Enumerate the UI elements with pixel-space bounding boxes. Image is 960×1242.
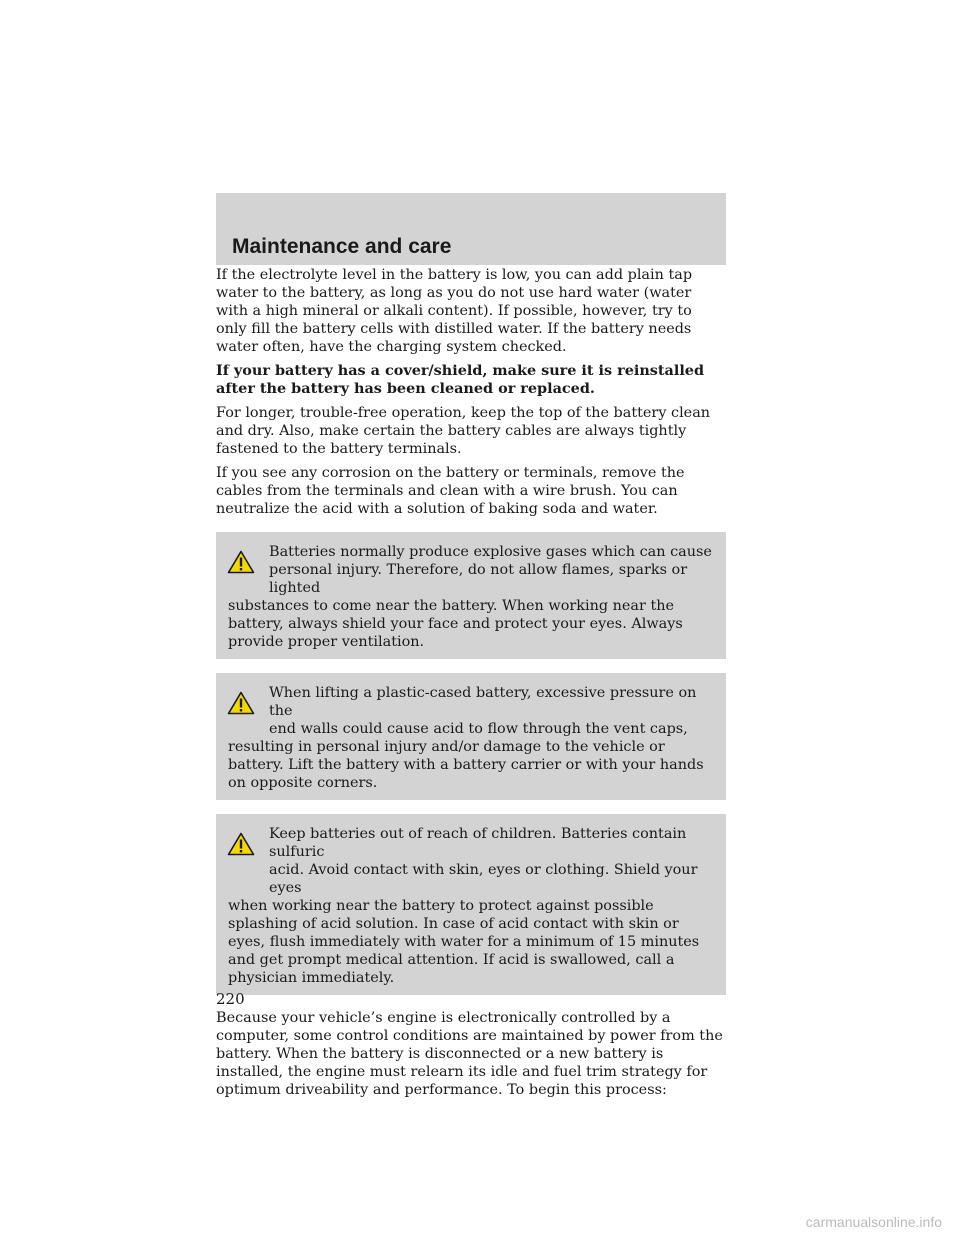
warning-triangle-icon xyxy=(227,550,255,574)
warning-box-children-acid xyxy=(216,814,726,995)
warning-box-explosive-gases xyxy=(216,532,726,659)
warning-box-lifting-battery xyxy=(216,673,726,800)
page-content xyxy=(216,266,726,1105)
electrolyte-paragraph: If the electrolyte level in the battery is low, you can add plain tap water to the battery, as long as you do not use hard water (water with a high mineral or alkali content). If possible, however, try to only fill the battery cells with distilled water. If the battery needs water often, have the charging system checked. xyxy=(216,267,693,355)
warning-line-2: end walls could cause acid to flow through the vent caps, xyxy=(269,721,688,737)
cover-shield-note: If your battery has a cover/shield, make sure it is reinstalled after the battery has been cleaned or replaced. xyxy=(216,362,705,397)
warning-triangle-icon xyxy=(227,691,255,715)
warning-line-1: When lifting a plastic-cased battery, excessive pressure on the xyxy=(269,685,697,719)
corrosion-paragraph: If you see any corrosion on the battery or terminals, remove the cables from the terminals and clean with a wire brush. You can neutralize the acid with a solution of baking soda and water. xyxy=(216,465,685,517)
section-header-band xyxy=(216,193,726,265)
warning-line-2: acid. Avoid contact with skin, eyes or clothing. Shield your eyes xyxy=(269,862,698,896)
warning-triangle-icon xyxy=(227,832,255,856)
battery-care-paragraph: For longer, trouble-free operation, keep the top of the battery clean and dry. Also, make certain the battery cables are always tightly fastened to the battery terminals. xyxy=(216,405,711,457)
warning-body: resulting in personal injury and/or damage to the vehicle or battery. Lift the battery with a battery carrier or with your hands on opposite corners. xyxy=(228,739,704,791)
warning-line-1: Keep batteries out of reach of children. Batteries contain sulfuric xyxy=(269,826,687,860)
watermark-text: carmanualsonline.info xyxy=(805,1214,942,1230)
page-number: 220 xyxy=(216,990,245,1008)
warning-line-1: Batteries normally produce explosive gases which can cause xyxy=(269,544,712,560)
warning-line-2: personal injury. Therefore, do not allow flames, sparks or lighted xyxy=(269,562,688,596)
section-title: Maintenance and care xyxy=(232,235,452,258)
engine-relearn-paragraph: Because your vehicle’s engine is electronically controlled by a computer, some control conditions are maintained by power from the battery. When the battery is disconnected or a new battery is installed, the engine must relearn its idle and fuel trim strategy for optimum driveability and performance. To begin this process: xyxy=(216,1010,723,1098)
warning-body: when working near the battery to protect against possible splashing of acid solution. In case of acid contact with skin or eyes, flush immediately with water for a minimum of 15 minutes and get prompt medical attention. If acid is swallowed, call a physician immediately. xyxy=(228,898,700,986)
warning-body: substances to come near the battery. When working near the battery, always shield your face and protect your eyes. Always provide proper ventilation. xyxy=(228,598,683,650)
